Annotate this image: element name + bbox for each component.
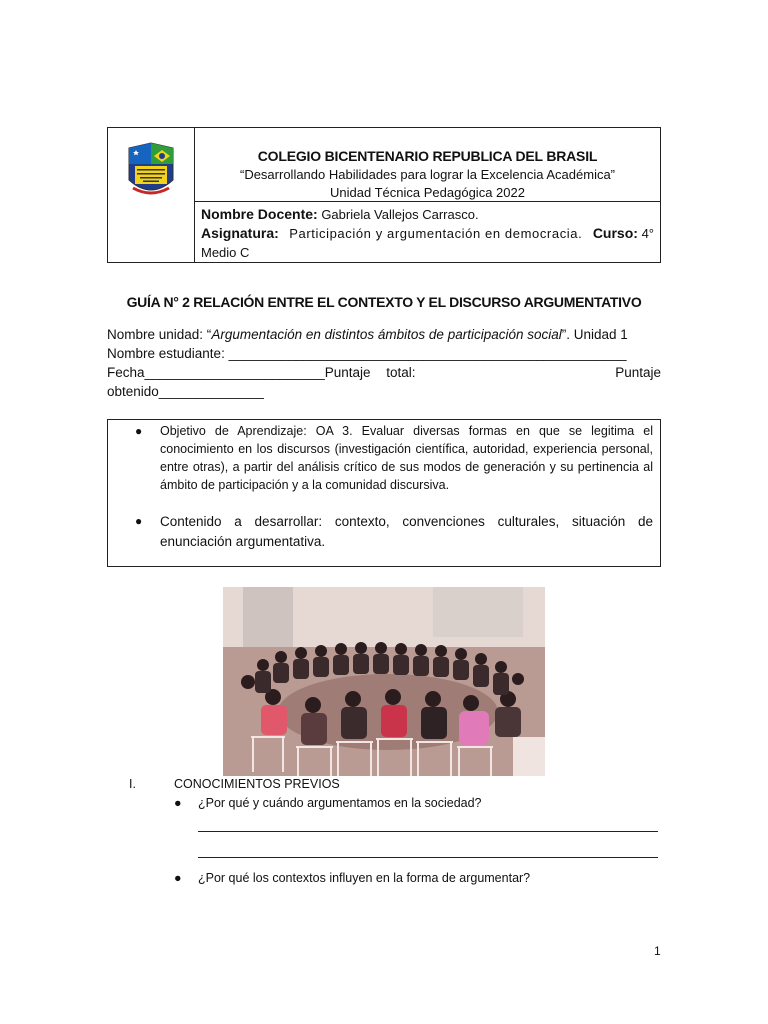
unit-name: Argumentación en distintos ámbitos de participación social	[211, 327, 562, 342]
subject-row	[201, 224, 654, 243]
question-2-text: ¿Por qué los contextos influyen en la forma de argumentar?	[198, 871, 531, 885]
course-label: Curso:	[592, 225, 638, 241]
student-name-field[interactable]: Nombre estudiante: _____________________________________________________	[107, 346, 627, 361]
student-meta	[107, 325, 661, 401]
question-2	[174, 871, 661, 885]
course-value-line2: Medio C	[201, 245, 250, 260]
objective-text: Objetivo de Aprendizaje: OA 3. Evaluar diversas formas en que se legitima el conocimiento en los discursos (investigación científica, autoridad, experiencia personal, entre otras), a partir del análisis crítico de sus modos de generación y su pertinencia al ámbito de participación y a la comunidad discursiva.	[160, 424, 653, 492]
course-info	[195, 202, 660, 262]
content-text: Contenido a desarrollar: contexto, convenciones culturales, situación de enunciación argumentativa.	[160, 514, 653, 549]
school-logo	[125, 142, 177, 202]
school-name: COLEGIO BICENTENARIO REPUBLICA DEL BRASIL	[257, 148, 598, 164]
guide-title: GUÍA N° 2 RELACIÓN ENTRE EL CONTEXTO Y EL DISCURSO ARGUMENTATIVO	[126, 294, 642, 310]
question-1	[174, 796, 661, 810]
school-motto: “Desarrollando Habilidades para lograr la Excelencia Académica”	[239, 167, 616, 182]
objective-item	[135, 422, 653, 494]
bullet-icon: ●	[174, 871, 182, 885]
unit-prefix: Nombre unidad: “	[107, 327, 212, 342]
section-heading	[107, 777, 661, 791]
photo-illustration	[223, 587, 545, 776]
unit-row	[107, 325, 661, 344]
page-number: 1	[654, 944, 661, 958]
teacher-row	[201, 205, 654, 224]
teacher-label: Nombre Docente:	[201, 206, 318, 222]
answer-line-2[interactable]	[198, 856, 658, 858]
department-name: Unidad Técnica Pedagógica 2022	[330, 185, 525, 200]
question-1-text: ¿Por qué y cuándo argumentamos en la sociedad?	[198, 796, 482, 810]
bullet-icon: ●	[135, 514, 143, 528]
classroom-photo	[223, 587, 545, 776]
obtained-score-field[interactable]: obtenido______________	[107, 384, 264, 399]
bullet-icon: ●	[174, 796, 182, 810]
date-label: Fecha________________________Puntaje	[107, 365, 371, 380]
teacher-value: Gabriela Vallejos Carrasco.	[321, 207, 479, 222]
section-prior-knowledge	[107, 777, 661, 885]
section-number: I.	[129, 777, 136, 791]
score-row	[107, 363, 661, 382]
unit-suffix: ”. Unidad 1	[561, 327, 628, 342]
answer-line-1[interactable]	[198, 830, 658, 832]
objective-box	[107, 419, 661, 567]
subject-value: Participación y argumentación en democracia.	[289, 226, 583, 241]
header-table	[107, 127, 661, 263]
bullet-icon: ●	[135, 424, 143, 438]
content-item	[135, 494, 653, 552]
total-score-label: total:	[386, 365, 416, 380]
date-field[interactable]	[107, 363, 416, 382]
school-info	[195, 128, 660, 202]
course-value: 4°	[641, 226, 654, 241]
obtained-score-label: Puntaje	[615, 365, 661, 380]
subject-label: Asignatura:	[201, 225, 279, 241]
logo-cell	[108, 128, 195, 262]
section-title: CONOCIMIENTOS PREVIOS	[174, 777, 340, 791]
header-info	[195, 128, 660, 262]
